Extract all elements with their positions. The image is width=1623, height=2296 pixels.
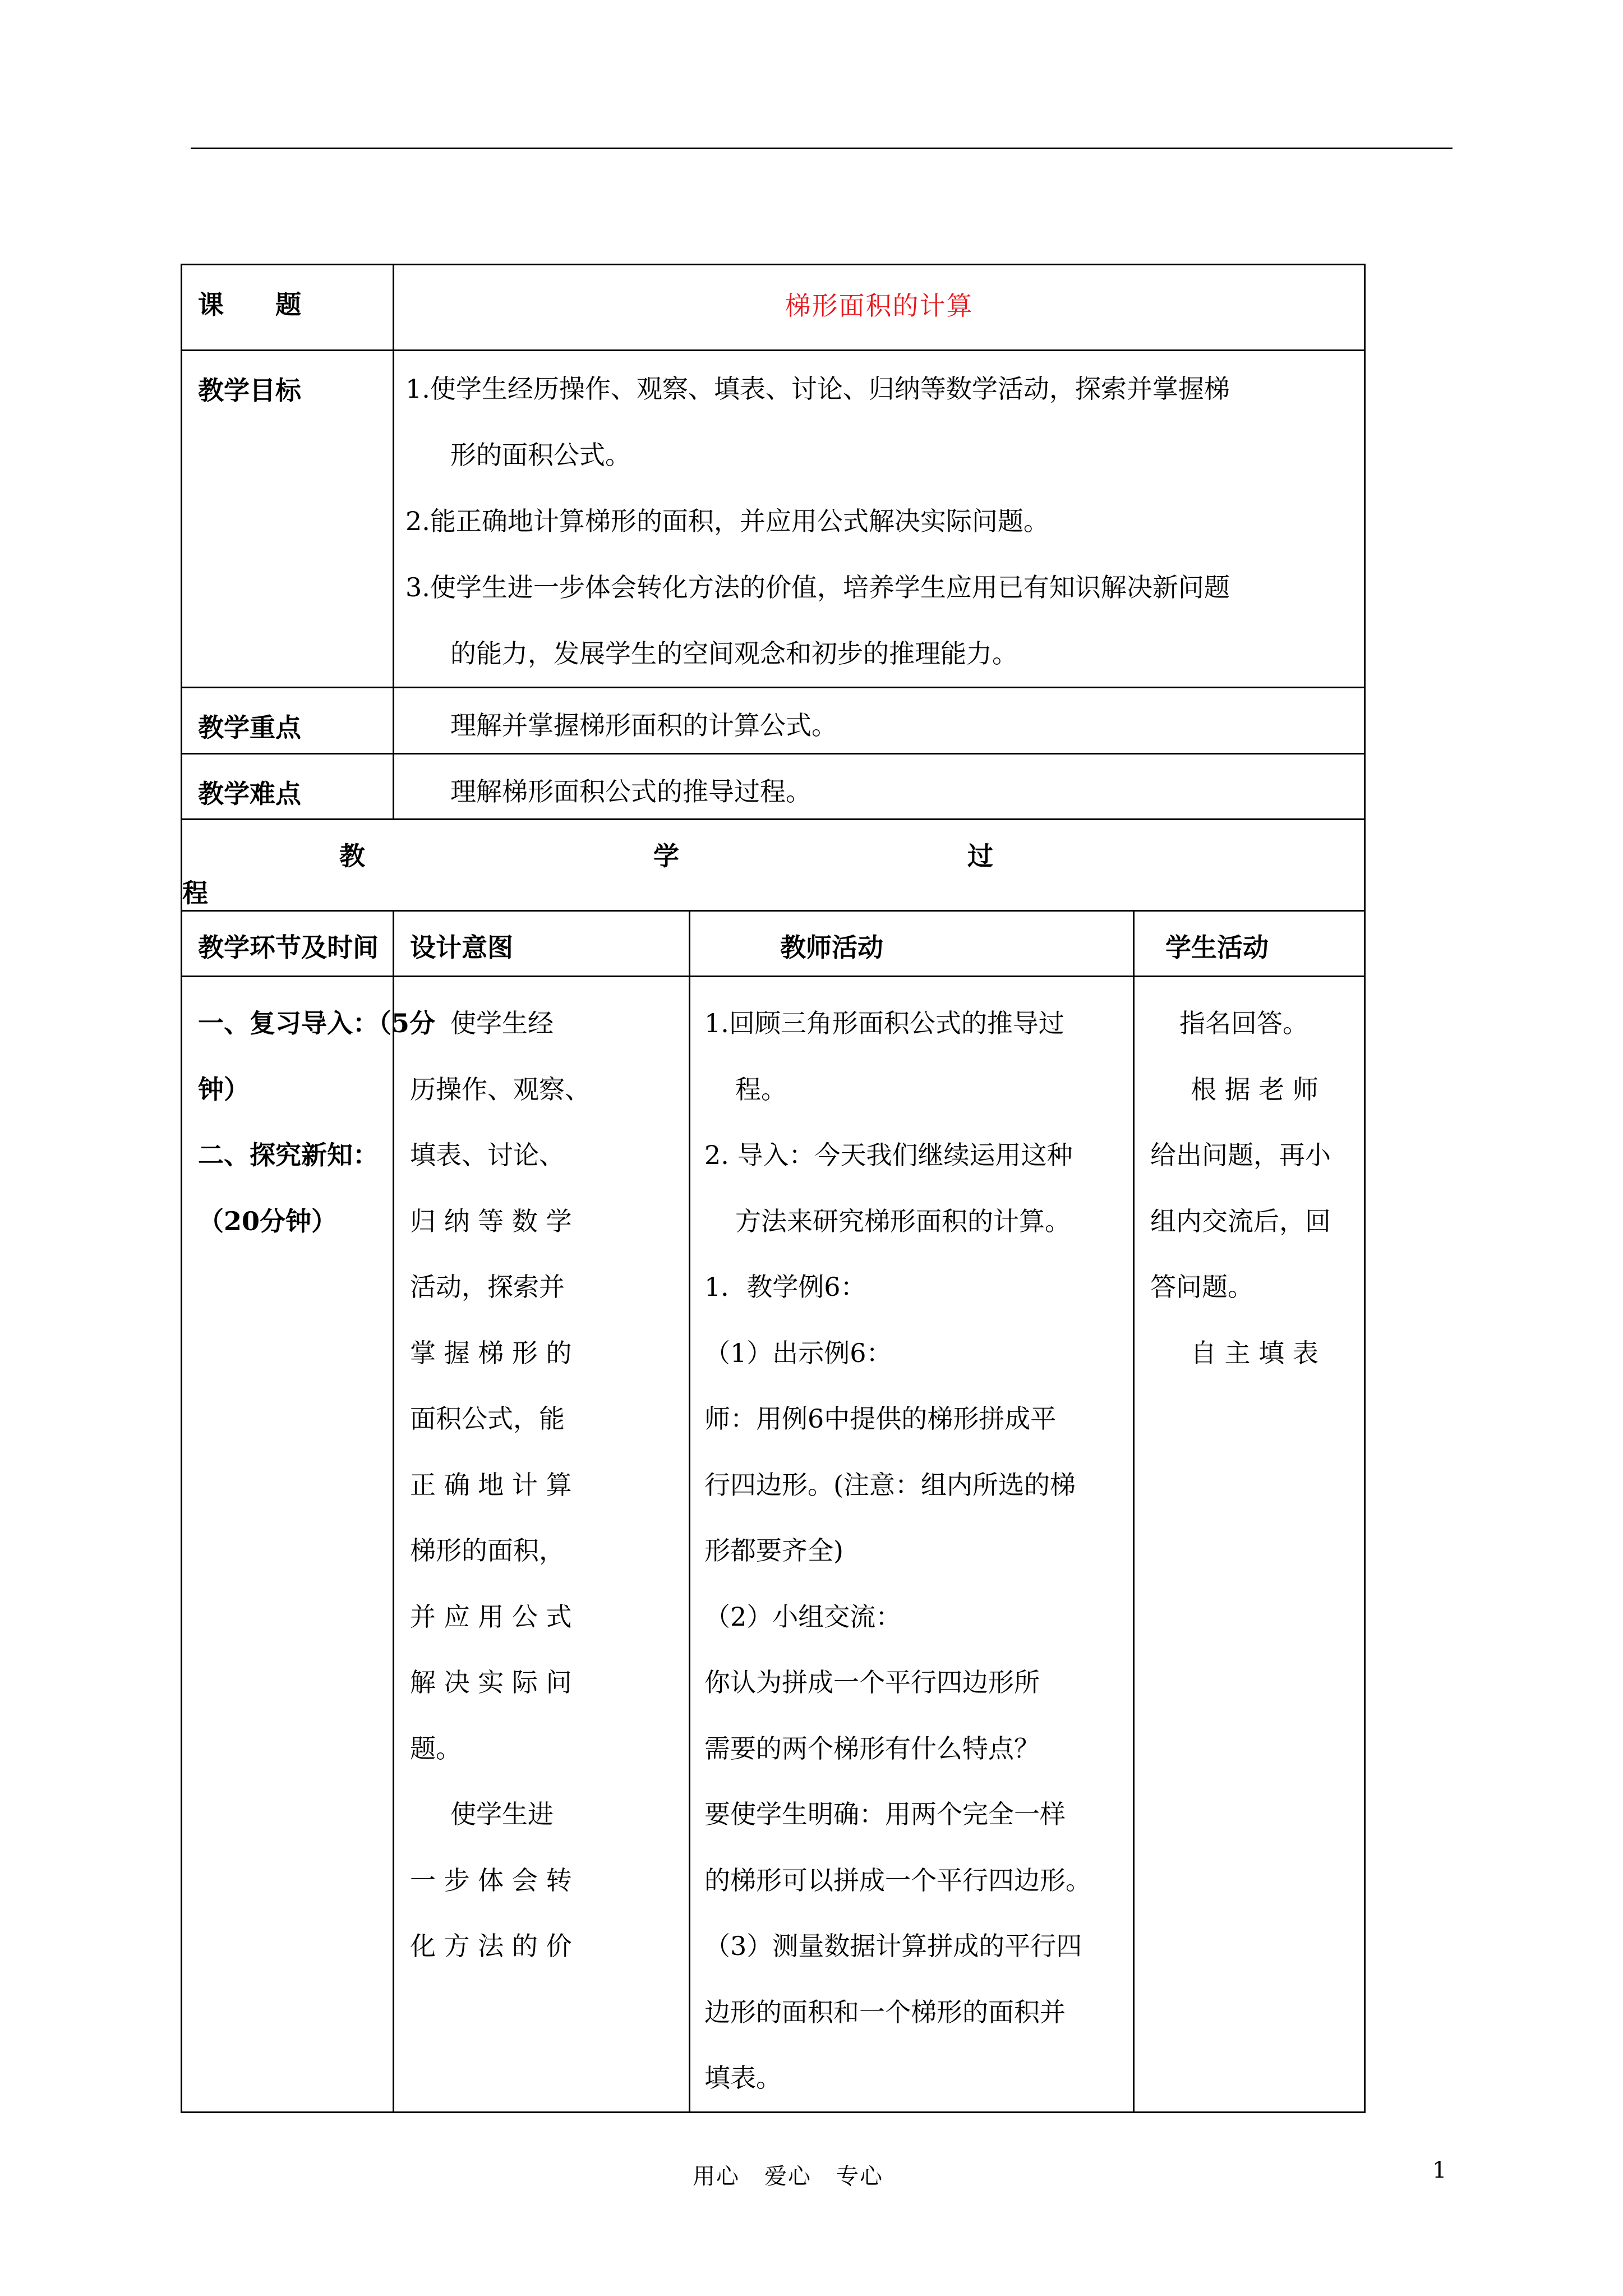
footer-item: 专心 bbox=[836, 2164, 883, 2189]
intent-line: 填表、讨论、 bbox=[410, 1140, 565, 1170]
stage-line: 钟） bbox=[198, 1074, 250, 1105]
objectives-row bbox=[182, 351, 1365, 688]
topic-label: 课 题 bbox=[182, 265, 394, 351]
process-title-char: 学 bbox=[653, 841, 679, 871]
stage-line: 二、探究新知： bbox=[198, 1140, 379, 1170]
intent-line: 化 方 法 的 价 bbox=[410, 1931, 572, 1961]
objective-line: 2.能正确地计算梯形的面积，并应用公式解决实际问题。 bbox=[405, 506, 1049, 536]
intent-line: 历操作、观察、 bbox=[410, 1074, 591, 1105]
teacher-line: 行四边形。(注意：组内所选的梯 bbox=[704, 1469, 1076, 1500]
difficulty-row bbox=[182, 754, 1365, 820]
col-header-teacher: 教师活动 bbox=[690, 911, 1134, 977]
teacher-line: 的梯形可以拼成一个平行四边形。 bbox=[704, 1865, 1091, 1895]
lesson-plan-table bbox=[181, 264, 1366, 2113]
difficulty-label: 教学难点 bbox=[182, 754, 394, 820]
objective-line: 1.使学生经历操作、观察、填表、讨论、归纳等数学活动，探索并掌握梯 bbox=[405, 374, 1230, 404]
student-line: 组内交流后，回 bbox=[1150, 1205, 1331, 1236]
teacher-line: 2. 导入：今天我们继续运用这种 bbox=[704, 1140, 1073, 1170]
teacher-line: 你认为拼成一个平行四边形所 bbox=[704, 1667, 1040, 1697]
difficulty-text: 理解梯形面积公式的推导过程。 bbox=[394, 754, 1365, 820]
student-line: 自 主 填 表 bbox=[1191, 1337, 1318, 1368]
key-point-text: 理解并掌握梯形面积的计算公式。 bbox=[394, 688, 1365, 754]
intent-line: 梯形的面积， bbox=[410, 1535, 565, 1566]
stage-line: 一、复习导入：（5分 bbox=[198, 1008, 436, 1038]
process-title-char: 教 bbox=[339, 841, 365, 871]
intent-line: 解 决 实 际 问 bbox=[410, 1667, 572, 1697]
intent-line: 归 纳 等 数 学 bbox=[410, 1205, 572, 1236]
stage-line: （20分钟） bbox=[198, 1205, 338, 1236]
page-number: 1 bbox=[1432, 2157, 1447, 2183]
intent-line: 面积公式，能 bbox=[410, 1404, 565, 1434]
teacher-line: 1．教学例6： bbox=[704, 1272, 866, 1302]
process-title-char: 程 bbox=[182, 878, 208, 908]
teacher-line: （3）测量数据计算拼成的平行四 bbox=[704, 1931, 1082, 1961]
student-cell bbox=[1134, 977, 1365, 2113]
process-title bbox=[182, 820, 1365, 911]
objectives-label: 教学目标 bbox=[182, 351, 394, 688]
stage-cell bbox=[182, 977, 436, 2113]
intent-line: 掌 握 梯 形 的 bbox=[410, 1337, 572, 1368]
intent-line: 并 应 用 公 式 bbox=[410, 1601, 572, 1632]
intent-line: 一 步 体 会 转 bbox=[410, 1865, 572, 1895]
teacher-line: （1）出示例6： bbox=[704, 1337, 892, 1368]
teacher-line: （2）小组交流： bbox=[704, 1601, 902, 1632]
student-line: 根 据 老 师 bbox=[1191, 1074, 1318, 1105]
key-point-label: 教学重点 bbox=[182, 688, 394, 754]
intent-line: 活动，探索并 bbox=[410, 1272, 565, 1302]
key-point-row bbox=[182, 688, 1365, 754]
teacher-line: 1.回顾三角形面积公式的推导过 bbox=[704, 1008, 1064, 1038]
objectives-content bbox=[394, 351, 1365, 688]
footer-item: 用心 bbox=[693, 2164, 740, 2189]
student-line: 答问题。 bbox=[1150, 1272, 1253, 1302]
objective-line: 的能力，发展学生的空间观念和初步的推理能力。 bbox=[450, 638, 1018, 669]
intent-cell bbox=[394, 977, 690, 2113]
intent-line: 使学生经 bbox=[450, 1008, 554, 1038]
teacher-cell bbox=[690, 977, 1134, 2113]
teacher-line: 方法来研究梯形面积的计算。 bbox=[735, 1205, 1071, 1236]
intent-line: 正 确 地 计 算 bbox=[410, 1469, 572, 1500]
col-header-student: 学生活动 bbox=[1134, 911, 1365, 977]
objective-line: 形的面积公式。 bbox=[450, 440, 631, 470]
teacher-line: 程。 bbox=[735, 1074, 787, 1105]
intent-line: 题。 bbox=[410, 1733, 462, 1764]
footer-item: 爱心 bbox=[764, 2164, 811, 2189]
student-line: 给出问题，再小 bbox=[1150, 1140, 1331, 1170]
topic-row bbox=[182, 265, 1365, 351]
teacher-line: 形都要齐全) bbox=[704, 1535, 843, 1566]
student-line: 指名回答。 bbox=[1179, 1008, 1308, 1038]
teacher-line: 师：用例6中提供的梯形拼成平 bbox=[704, 1404, 1057, 1434]
teacher-line: 边形的面积和一个梯形的面积并 bbox=[704, 1996, 1066, 2027]
teacher-line: 要使学生明确：用两个完全一样 bbox=[704, 1799, 1066, 1829]
lesson-title: 梯形面积的计算 bbox=[394, 265, 1365, 351]
process-title-row bbox=[182, 820, 1365, 911]
process-header-row bbox=[182, 911, 1365, 977]
process-body-row bbox=[182, 977, 1365, 2113]
teacher-line: 需要的两个梯形有什么特点？ bbox=[704, 1733, 1040, 1764]
col-header-stage: 教学环节及时间 bbox=[182, 911, 394, 977]
footer-motto bbox=[693, 2159, 908, 2191]
teacher-line: 填表。 bbox=[704, 2063, 782, 2093]
header-rule bbox=[191, 148, 1453, 149]
objective-line: 3.使学生进一步体会转化方法的价值，培养学生应用已有知识解决新问题 bbox=[405, 572, 1230, 602]
process-title-char: 过 bbox=[967, 841, 993, 871]
col-header-intent: 设计意图 bbox=[394, 911, 690, 977]
intent-line: 使学生进 bbox=[450, 1799, 554, 1829]
